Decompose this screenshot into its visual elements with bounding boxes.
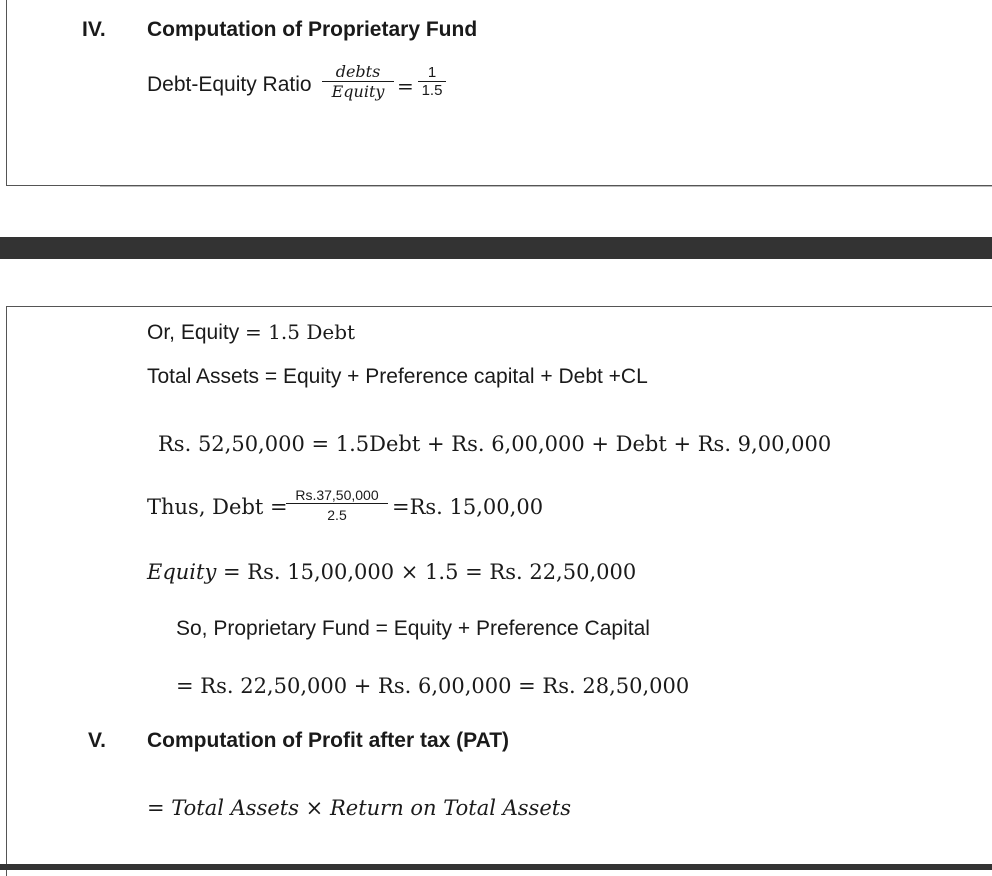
or-equity-math: = 1.5 Debt [245,320,356,344]
total-assets-line: Total Assets = Equity + Preference capital + Debt +CL [147,365,648,388]
debt-denominator: 2.5 [327,507,347,523]
section-numeral: IV. [82,18,106,41]
debt-numerator: Rs.37,50,000 [295,487,379,503]
equity-calc-rest: = Rs. 15,00,000 × 1.5 = Rs. 22,50,000 [223,560,637,584]
proprietary-fund-line: So, Proprietary Fund = Equity + Preference Capital [176,617,650,640]
section-heading: Computation of Proprietary Fund [147,18,478,41]
page-rule [100,186,992,187]
equity-calc-line [147,560,636,584]
ratio-right-denominator: 1.5 [421,82,443,99]
fraction-bar [286,503,388,504]
page-frame-bottom [6,306,992,876]
debt-result: =Rs. 15,00,00 [392,495,544,519]
debt-fraction [286,487,388,523]
equals-sign: = [397,74,414,98]
ratio-right-numerator: 1 [427,64,437,81]
section-heading: Computation of Profit after tax (PAT) [147,729,510,752]
or-equity-text: Or, Equity [147,321,240,344]
ratio-fraction-right [418,64,446,99]
or-equity-line [147,320,355,345]
proprietary-fund-calc: = Rs. 22,50,000 + Rs. 6,00,000 = Rs. 28,50,000 [176,674,690,698]
thus-debt-label: Thus, Debt = [147,495,288,519]
equity-variable: Equity [147,560,217,584]
ratio-fraction-left [322,62,394,101]
page-separator [0,237,992,259]
pat-formula: = Total Assets × Return on Total Assets [147,796,571,820]
bottom-bar [0,864,992,870]
ratio-numerator: debts [335,62,381,81]
ratio-label: Debt-Equity Ratio [147,73,312,96]
ratio-denominator: Equity [331,82,385,101]
equation-line: Rs. 52,50,000 = 1.5Debt + Rs. 6,00,000 + Debt + Rs. 9,00,000 [158,432,832,456]
section-numeral: V. [88,729,106,752]
